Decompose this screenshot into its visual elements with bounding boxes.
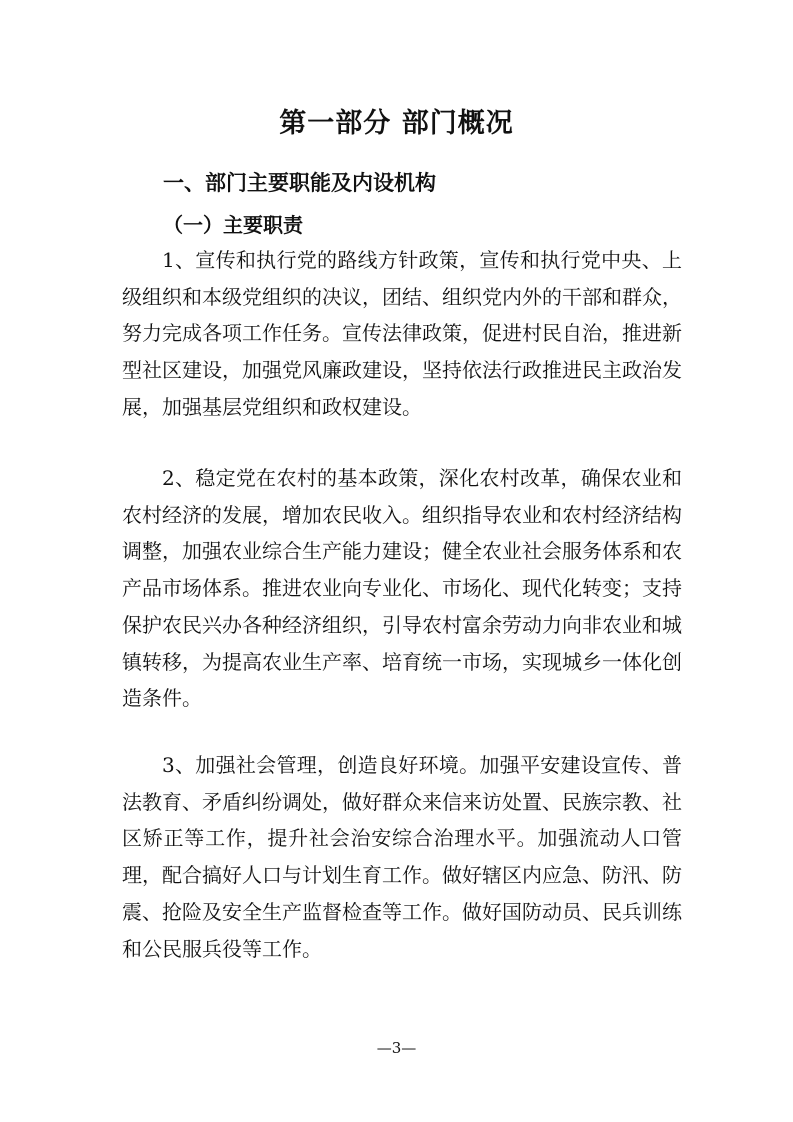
page-number: —3— (376, 1039, 417, 1057)
page-title: 第一部分 部门概况 (279, 108, 514, 139)
paragraph-duty-1: 1、宣传和执行党的路线方针政策，宣传和执行党中央、上级组织和本级党组织的决议，团结、组织党内外的干部和群众，努力完成各项工作任务。宣传法律政策，促进村民自治，推进新型社区建设，加强党风廉政建设，坚持依法行政推进民主政治发展，加强基层党组织和政权建设。 (122, 248, 682, 419)
paragraph-duty-3: 3、加强社会管理，创造良好环境。加强平安建设宣传、普法教育、矛盾纠纷调处，做好群众来信来访处置、民族宗教、社区矫正等工作，提升社会治安综合治理水平。加强流动人口管理，配合搞好人口与计划生育工作。做好辖区内应急、防汛、防震、抢险及安全生产监督检查等工作。做好国防动员、民兵训练和公民服兵役等工作。 (122, 753, 682, 961)
paragraph-duty-2: 2、稳定党在农村的基本政策，深化农村改革，确保农业和农村经济的发展，增加农民收入。组织指导农业和农村经济结构调整，加强农业综合生产能力建设；健全农业社会服务体系和农产品市场体系。推进农业向专业化、市场化、现代化转变；支持保护农民兴办各种经济组织，引导农村富余劳动力向非农业和城镇转移，为提高农业生产率、培育统一市场，实现城乡一体化创造条件。 (122, 466, 682, 711)
section-heading: 一、部门主要职能及内设机构 (163, 171, 436, 195)
subsection-heading: （一）主要职责 (163, 213, 303, 237)
